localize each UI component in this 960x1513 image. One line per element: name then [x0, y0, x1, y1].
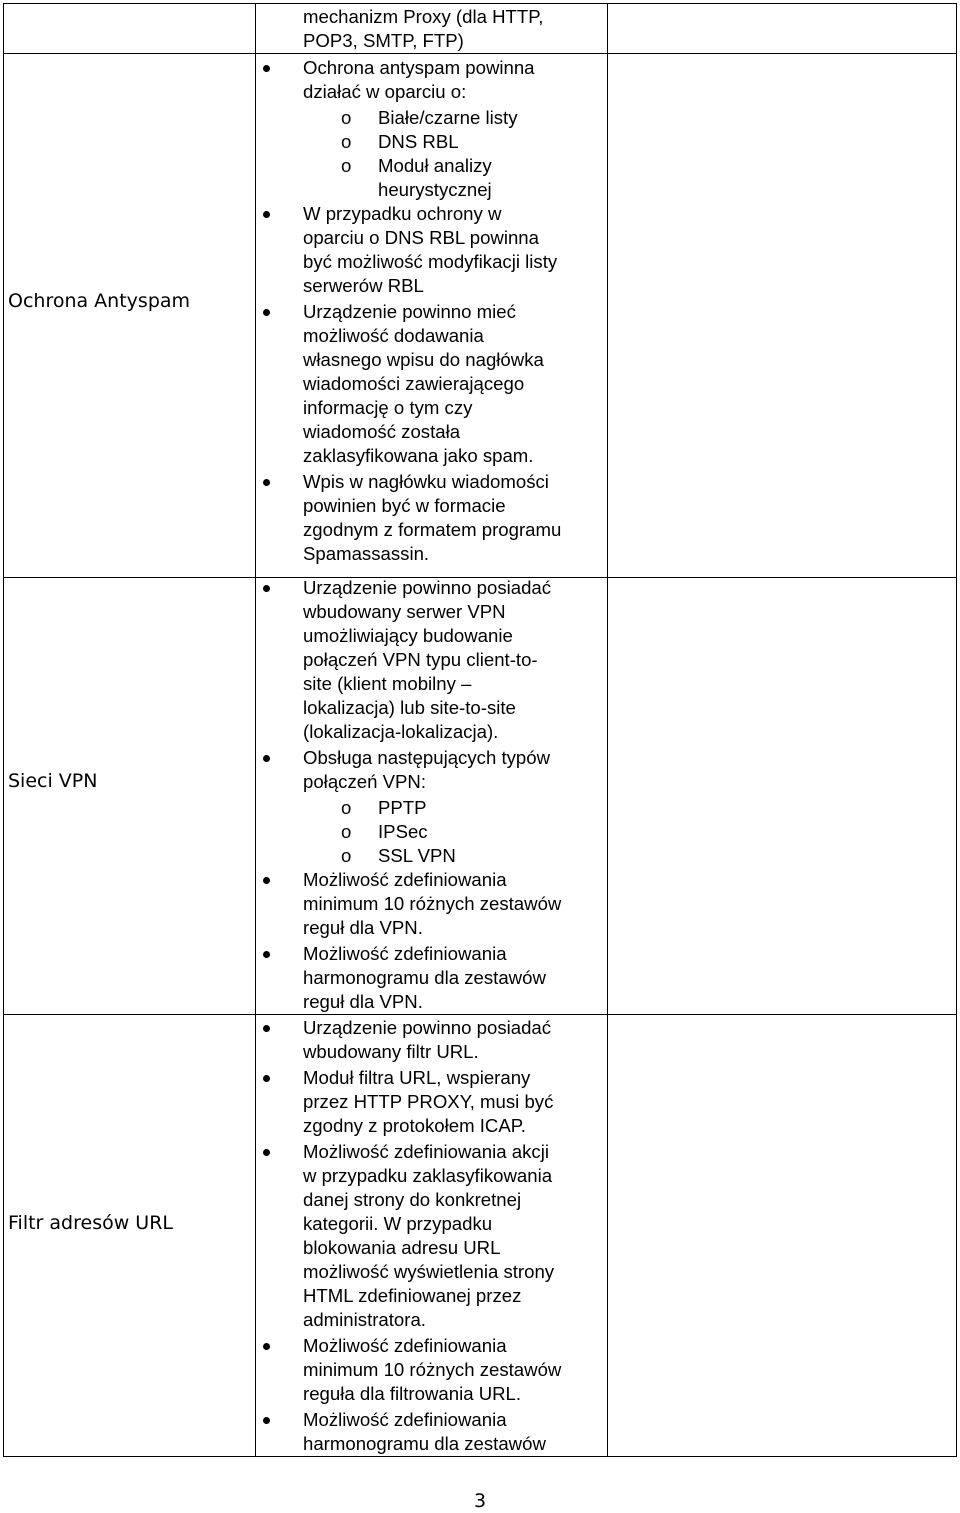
text-line: Moduł filtra URL, wspierany — [303, 1067, 531, 1088]
text-line: Ochrona antyspam powinna — [303, 57, 535, 78]
text-line: mechanizm Proxy (dla HTTP, — [303, 6, 544, 27]
sub-list-item — [255, 796, 605, 820]
text-line: minimum 10 różnych zestawów — [303, 893, 562, 914]
text-line: Możliwość zdefiniowania — [303, 869, 507, 890]
bullet-icon — [263, 951, 270, 958]
text-line: w przypadku zaklasyfikowania — [303, 1165, 553, 1186]
text-line: danej strony do konkretnej — [303, 1189, 522, 1210]
row-label: Sieci VPN — [8, 770, 98, 792]
text-line: Możliwość zdefiniowania — [303, 1335, 507, 1356]
bullet-icon — [263, 309, 270, 316]
text-line: Wpis w nagłówku wiadomości — [303, 471, 549, 492]
text-line: wbudowany serwer VPN — [303, 601, 506, 622]
bullet-icon — [263, 1075, 270, 1082]
text-line: kategorii. W przypadku — [303, 1213, 493, 1234]
bullet-item — [255, 1408, 605, 1456]
text-line: Możliwość zdefiniowania akcji — [303, 1141, 549, 1162]
text-line: reguł dla VPN. — [303, 917, 423, 938]
bullet-icon — [263, 1149, 270, 1156]
text-line: wiadomość została — [303, 421, 461, 442]
text-line: Możliwość zdefiniowania — [303, 943, 507, 964]
sub-bullet-marker: o — [341, 845, 352, 866]
sub-list-item — [255, 130, 605, 154]
text-line: powinien być w formacie — [303, 495, 506, 516]
page-number: 3 — [473, 1490, 487, 1512]
text-line: lokalizacja) lub site-to-site — [303, 697, 516, 718]
text-line: SSL VPN — [378, 845, 456, 866]
text-line: administratora. — [303, 1309, 426, 1330]
row-divider — [4, 1014, 956, 1015]
text-line: możliwość dodawania — [303, 325, 484, 346]
bullet-icon — [263, 1417, 270, 1424]
text-line: zaklasyfikowana jako spam. — [303, 445, 534, 466]
sub-bullet-marker: o — [341, 797, 352, 818]
bullet-icon — [263, 585, 270, 592]
text-line: wiadomości zawierającego — [303, 373, 525, 394]
text-line: połączeń VPN typu client-to- — [303, 649, 538, 670]
text-line: DNS RBL — [378, 131, 459, 152]
text-line: zgodnym z formatem programu — [303, 519, 562, 540]
bullet-icon — [263, 1343, 270, 1350]
text-line: Moduł analizy — [378, 155, 492, 176]
bullet-icon — [263, 755, 270, 762]
text-line: Urządzenie powinno posiadać — [303, 1017, 552, 1038]
bullet-item — [255, 1016, 605, 1064]
text-block — [255, 5, 605, 53]
bullet-item — [255, 942, 605, 1014]
text-line: własnego wpisu do nagłówka — [303, 349, 544, 370]
text-line: przez HTTP PROXY, musi być — [303, 1091, 554, 1112]
sub-bullet-marker: o — [341, 155, 352, 176]
bullet-icon — [263, 877, 270, 884]
sub-list-item — [255, 844, 605, 868]
text-line: reguł dla VPN. — [303, 991, 423, 1012]
text-line: być możliwość modyfikacji listy — [303, 251, 558, 272]
bullet-icon — [263, 211, 270, 218]
text-line: reguła dla filtrowania URL. — [303, 1383, 522, 1404]
text-line: blokowania adresu URL — [303, 1237, 501, 1258]
bullet-item — [255, 1066, 605, 1138]
text-line: Urządzenie powinno mieć — [303, 301, 516, 322]
text-line: heurystycznej — [378, 179, 492, 200]
bullet-item — [255, 202, 605, 298]
text-line: W przypadku ochrony w — [303, 203, 502, 224]
bullet-item — [255, 470, 605, 566]
text-line: wbudowany filtr URL. — [303, 1041, 479, 1062]
text-line: działać w oparciu o: — [303, 81, 467, 102]
text-line: minimum 10 różnych zestawów — [303, 1359, 562, 1380]
bullet-item — [255, 1334, 605, 1406]
text-line: harmonogramu dla zestawów — [303, 1433, 546, 1454]
row-label: Ochrona Antyspam — [8, 290, 191, 312]
text-line: PPTP — [378, 797, 427, 818]
text-line: Urządzenie powinno posiadać — [303, 577, 552, 598]
text-line: zgodny z protokołem ICAP. — [303, 1115, 526, 1136]
sub-bullet-marker: o — [341, 107, 352, 128]
sub-bullet-marker: o — [341, 821, 352, 842]
bullet-item — [255, 576, 605, 744]
text-line: IPSec — [378, 821, 428, 842]
text-line: Obsługa następujących typów — [303, 747, 551, 768]
column-divider — [607, 4, 608, 1456]
sub-list-item — [255, 106, 605, 130]
text-line: site (klient mobilny – — [303, 673, 472, 694]
text-line: Białe/czarne listy — [378, 107, 518, 128]
row-label: Filtr adresów URL — [8, 1212, 173, 1234]
bullet-item — [255, 1140, 605, 1332]
bullet-item — [255, 746, 605, 794]
bullet-item — [255, 56, 605, 104]
bullet-icon — [263, 479, 270, 486]
text-line: HTML zdefiniowanej przez — [303, 1285, 522, 1306]
text-line: (lokalizacja-lokalizacja). — [303, 721, 499, 742]
text-line: serwerów RBL — [303, 275, 424, 296]
row-divider — [4, 53, 956, 54]
text-line: informację o tym czy — [303, 397, 473, 418]
text-line: harmonogramu dla zestawów — [303, 967, 546, 988]
bullet-icon — [263, 65, 270, 72]
bullet-icon — [263, 1025, 270, 1032]
text-line: połączeń VPN: — [303, 771, 426, 792]
text-line: możliwość wyświetlenia strony — [303, 1261, 555, 1282]
text-line: oparciu o DNS RBL powinna — [303, 227, 539, 248]
sub-list-item — [255, 820, 605, 844]
sub-bullet-marker: o — [341, 131, 352, 152]
sub-list-item — [255, 154, 605, 202]
text-line: Spamassassin. — [303, 543, 430, 564]
bullet-item — [255, 868, 605, 940]
text-line: Możliwość zdefiniowania — [303, 1409, 507, 1430]
bullet-item — [255, 300, 605, 468]
text-line: umożliwiający budowanie — [303, 625, 513, 646]
text-line: POP3, SMTP, FTP) — [303, 30, 464, 51]
